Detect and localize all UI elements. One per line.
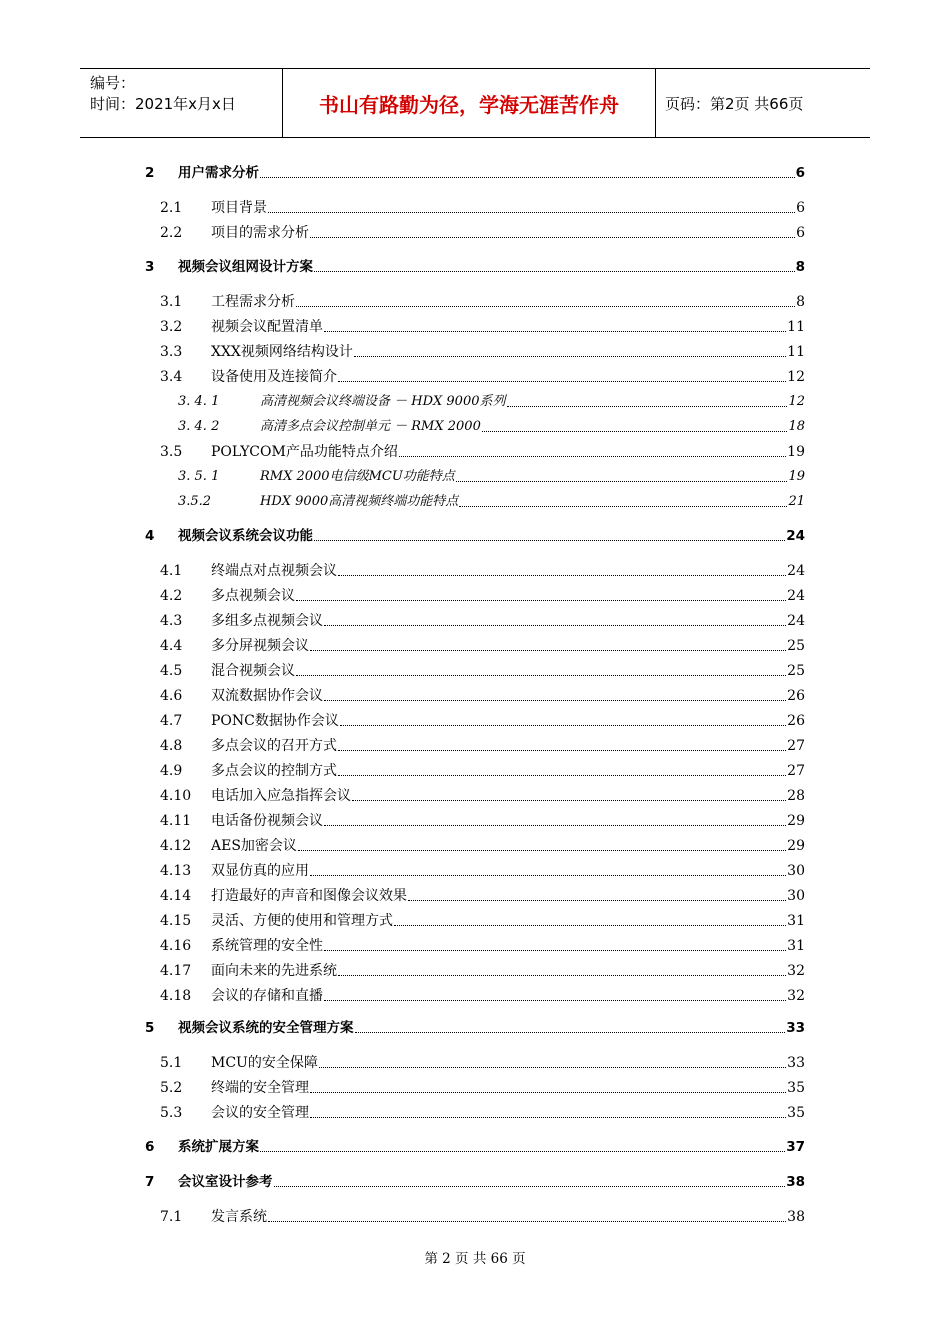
- toc-entry-number: 5.1: [160, 1055, 183, 1071]
- toc-entry-number: 4.10: [160, 788, 192, 804]
- toc-entry[interactable]: [145, 1015, 805, 1037]
- toc-entry-number: 2.2: [160, 225, 183, 241]
- toc-dot-leader: [310, 875, 786, 876]
- toc-entry-number: 4.7: [160, 713, 183, 729]
- toc-entry-number: 3.5.2: [178, 494, 212, 509]
- toc-entry-page: 32: [787, 963, 805, 979]
- toc-entry-number: 3.3: [160, 344, 183, 360]
- toc-entry-page: 37: [786, 1139, 805, 1155]
- toc-entry[interactable]: [145, 958, 805, 980]
- toc-entry-number: 5.3: [160, 1105, 183, 1121]
- toc-dot-leader: [310, 237, 795, 238]
- toc-dot-leader: [324, 950, 786, 951]
- toc-dot-leader: [340, 725, 786, 726]
- toc-entry[interactable]: [145, 883, 805, 905]
- toc-entry-number: 4.1: [160, 563, 183, 579]
- toc-entry-title: 多点会议的控制方式: [211, 763, 337, 779]
- toc-entry-number: 3. 4. 1: [178, 394, 220, 409]
- toc-entry[interactable]: [145, 195, 805, 217]
- toc-entry-number: 3.5: [160, 444, 183, 460]
- toc-entry-page: 8: [796, 294, 805, 310]
- toc-dot-leader: [338, 750, 786, 751]
- toc-dot-leader: [310, 650, 786, 651]
- toc-dot-leader: [319, 1067, 786, 1068]
- toc-entry-number: 4.16: [160, 938, 192, 954]
- toc-entry-page: 24: [786, 528, 805, 544]
- toc-entry-page: 26: [787, 688, 805, 704]
- toc-entry-number: 4: [145, 528, 155, 544]
- toc-entry-title: 视频会议配置清单: [211, 319, 323, 335]
- toc-entry-number: 3.1: [160, 294, 183, 310]
- toc-dot-leader: [296, 600, 786, 601]
- toc-entry-page: 31: [787, 913, 805, 929]
- toc-entry[interactable]: [145, 633, 805, 655]
- toc-entry-page: 25: [787, 663, 805, 679]
- toc-entry-number: 3. 5. 1: [178, 469, 220, 484]
- toc-entry[interactable]: [145, 1100, 805, 1122]
- toc-entry-page: 26: [787, 713, 805, 729]
- toc-entry-page: 27: [787, 763, 805, 779]
- toc-dot-leader: [298, 850, 786, 851]
- toc-entry-page: 35: [787, 1105, 805, 1121]
- toc-entry-title: 发言系统: [211, 1209, 267, 1225]
- toc-dot-leader: [459, 506, 787, 507]
- toc-entry-title: 系统管理的安全性: [211, 938, 323, 954]
- toc-entry[interactable]: [145, 1169, 805, 1191]
- toc-entry-title: HDX 9000高清视频终端功能特点: [260, 494, 459, 509]
- toc-entry-page: 12: [788, 394, 805, 409]
- toc-entry-title: XXX视频网络结构设计: [211, 344, 353, 360]
- toc-dot-leader: [355, 1032, 786, 1033]
- toc-dot-leader: [324, 331, 786, 332]
- toc-entry-title: 打造最好的声音和图像会议效果: [211, 888, 407, 904]
- toc-dot-leader: [324, 625, 786, 626]
- toc-entry-page: 38: [787, 1209, 805, 1225]
- toc-entry-title: 多点视频会议: [211, 588, 295, 604]
- toc-entry-title: 视频会议组网设计方案: [178, 259, 313, 275]
- toc-dot-leader: [310, 1092, 786, 1093]
- toc-entry-number: 4.6: [160, 688, 183, 704]
- toc-entry-page: 12: [787, 369, 805, 385]
- toc-entry[interactable]: [145, 1134, 805, 1156]
- toc-dot-leader: [310, 1117, 786, 1118]
- page-header: [80, 68, 870, 138]
- toc-entry-page: 24: [787, 588, 805, 604]
- toc-entry-number: 6: [145, 1139, 155, 1155]
- toc-entry-title: 多组多点视频会议: [211, 613, 323, 629]
- toc-entry[interactable]: [145, 558, 805, 580]
- toc-entry-title: AES加密会议: [211, 838, 297, 854]
- toc-entry-title: 多分屏视频会议: [211, 638, 309, 654]
- toc-entry-number: 7.1: [160, 1209, 183, 1225]
- toc-entry[interactable]: [145, 908, 805, 930]
- toc-entry[interactable]: [145, 220, 805, 242]
- toc-entry-page: 6: [796, 200, 805, 216]
- toc-entry[interactable]: [145, 1075, 805, 1097]
- toc-entry-number: 4.12: [160, 838, 192, 854]
- toc-dot-leader: [352, 800, 786, 801]
- toc-entry-page: 24: [787, 613, 805, 629]
- toc-dot-leader: [354, 356, 786, 357]
- toc-entry[interactable]: [145, 414, 805, 436]
- toc-entry-title: PONC数据协作会议: [211, 713, 339, 729]
- toc-entry-page: 31: [787, 938, 805, 954]
- toc-entry[interactable]: [145, 160, 805, 182]
- toc-entry[interactable]: [145, 608, 805, 630]
- toc-entry-page: 24: [787, 563, 805, 579]
- toc-entry-page: 38: [786, 1174, 805, 1190]
- toc-dot-leader: [260, 1151, 785, 1152]
- toc-entry-title: 项目的需求分析: [211, 225, 309, 241]
- toc-entry-title: 终端点对点视频会议: [211, 563, 337, 579]
- header-motto: 书山有路勤为径，学海无涯苦作舟: [283, 69, 656, 137]
- toc-dot-leader: [314, 540, 785, 541]
- toc-entry-title: 混合视频会议: [211, 663, 295, 679]
- toc-entry[interactable]: [145, 1050, 805, 1072]
- toc-dot-leader: [338, 381, 786, 382]
- toc-entry-title: 视频会议系统会议功能: [178, 528, 313, 544]
- page-footer: 第 2 页 共 66 页: [424, 1251, 526, 1267]
- toc-entry-page: 25: [787, 638, 805, 654]
- toc-entry[interactable]: [145, 339, 805, 361]
- toc-entry-number: 4.15: [160, 913, 192, 929]
- toc-dot-leader: [399, 456, 786, 457]
- toc-entry[interactable]: [145, 833, 805, 855]
- toc-entry-page: 32: [787, 988, 805, 1004]
- toc-entry[interactable]: [145, 1204, 805, 1226]
- toc-dot-leader: [338, 775, 786, 776]
- toc-entry[interactable]: [145, 254, 805, 276]
- toc-dot-leader: [274, 1186, 786, 1187]
- toc-entry[interactable]: [145, 364, 805, 386]
- toc-entry-title: 电话备份视频会议: [211, 813, 323, 829]
- toc-entry-number: 4.4: [160, 638, 183, 654]
- toc-dot-leader: [324, 1000, 786, 1001]
- toc-entry-title: 会议的安全管理: [211, 1105, 309, 1121]
- toc-entry-title: 双流数据协作会议: [211, 688, 323, 704]
- toc-entry[interactable]: [145, 858, 805, 880]
- toc-entry-number: 4.18: [160, 988, 192, 1004]
- toc-dot-leader: [268, 212, 795, 213]
- toc-entry-title: MCU的安全保障: [211, 1055, 318, 1071]
- toc-entry-number: 4.8: [160, 738, 183, 754]
- toc-entry-number: 4.11: [160, 813, 192, 829]
- toc-dot-leader: [268, 1221, 786, 1222]
- toc-entry-page: 6: [795, 165, 805, 181]
- toc-entry-page: 28: [787, 788, 805, 804]
- toc-entry-number: 4.3: [160, 613, 183, 629]
- toc-entry-number: 3: [145, 259, 155, 275]
- toc-dot-leader: [260, 177, 795, 178]
- toc-dot-leader: [482, 431, 788, 432]
- toc-entry-title: 终端的安全管理: [211, 1080, 309, 1096]
- toc-entry-page: 19: [787, 444, 805, 460]
- toc-entry-page: 6: [796, 225, 805, 241]
- toc-entry[interactable]: [145, 389, 805, 411]
- toc-dot-leader: [456, 481, 788, 482]
- toc-dot-leader: [324, 700, 786, 701]
- toc-entry-page: 8: [795, 259, 805, 275]
- toc-dot-leader: [507, 406, 788, 407]
- toc-dot-leader: [314, 271, 795, 272]
- toc-entry-number: 5: [145, 1020, 155, 1036]
- toc-entry-number: 4.13: [160, 863, 192, 879]
- toc-entry-number: 4.2: [160, 588, 183, 604]
- toc-entry-number: 7: [145, 1174, 155, 1190]
- toc-entry-title: POLYCOM产品功能特点介绍: [211, 444, 398, 460]
- toc-dot-leader: [324, 825, 786, 826]
- toc-entry[interactable]: [145, 489, 805, 511]
- toc-entry-page: 11: [787, 344, 805, 360]
- toc-entry-page: 27: [787, 738, 805, 754]
- toc-entry-title: RMX 2000电信级MCU功能特点: [260, 469, 455, 484]
- toc-entry-title: 会议室设计参考: [178, 1174, 273, 1190]
- toc-entry-title: 多点会议的召开方式: [211, 738, 337, 754]
- toc-entry[interactable]: [145, 523, 805, 545]
- toc-entry-page: 35: [787, 1080, 805, 1096]
- toc-entry-title: 设备使用及连接简介: [211, 369, 337, 385]
- toc-dot-leader: [394, 925, 786, 926]
- toc-entry[interactable]: [145, 783, 805, 805]
- toc-entry-page: 21: [788, 494, 805, 509]
- toc-entry[interactable]: [145, 583, 805, 605]
- toc-entry[interactable]: [145, 758, 805, 780]
- toc-entry-page: 18: [788, 419, 805, 434]
- toc-dot-leader: [296, 675, 786, 676]
- toc-entry-title: 面向未来的先进系统: [211, 963, 337, 979]
- toc-entry-page: 30: [787, 863, 805, 879]
- toc-entry[interactable]: [145, 289, 805, 311]
- toc-entry[interactable]: [145, 708, 805, 730]
- toc-entry[interactable]: [145, 808, 805, 830]
- toc-entry-number: 2: [145, 165, 155, 181]
- toc-entry-title: 会议的存储和直播: [211, 988, 323, 1004]
- toc-entry-page: 19: [788, 469, 805, 484]
- toc-entry[interactable]: [145, 933, 805, 955]
- toc-entry-page: 29: [787, 813, 805, 829]
- toc-entry-number: 3.2: [160, 319, 183, 335]
- toc-entry-number: 4.9: [160, 763, 183, 779]
- toc-entry-title: 视频会议系统的安全管理方案: [178, 1020, 354, 1036]
- time-label: 时间：2021年x月x日: [90, 95, 236, 113]
- toc-entry-number: 4.5: [160, 663, 183, 679]
- toc-entry[interactable]: [145, 733, 805, 755]
- toc-entry[interactable]: [145, 464, 805, 486]
- toc-dot-leader: [338, 975, 786, 976]
- toc-entry-number: 2.1: [160, 200, 183, 216]
- toc-entry-title: 灵活、方便的使用和管理方式: [211, 913, 393, 929]
- toc-entry-page: 30: [787, 888, 805, 904]
- toc-entry-number: 5.2: [160, 1080, 183, 1096]
- toc-entry-page: 33: [786, 1020, 805, 1036]
- toc-entry[interactable]: [145, 439, 805, 461]
- toc-entry-title: 电话加入应急指挥会议: [211, 788, 351, 804]
- toc-entry-title: 系统扩展方案: [178, 1139, 259, 1155]
- header-info-cell: [80, 69, 283, 137]
- toc-entry-page: 33: [787, 1055, 805, 1071]
- toc-entry-title: 双显仿真的应用: [211, 863, 309, 879]
- toc-dot-leader: [296, 306, 795, 307]
- header-page-info: 页码：第2页 共66页: [665, 94, 804, 113]
- toc-entry-title: 工程需求分析: [211, 294, 295, 310]
- code-label: 编号：: [90, 74, 136, 92]
- toc-entry[interactable]: [145, 683, 805, 705]
- toc-entry-number: 3. 4. 2: [178, 419, 220, 434]
- toc-dot-leader: [338, 575, 786, 576]
- toc-entry[interactable]: [145, 658, 805, 680]
- toc-entry-number: 3.4: [160, 369, 183, 385]
- toc-entry[interactable]: [145, 983, 805, 1005]
- toc-dot-leader: [408, 900, 786, 901]
- toc-entry-number: 4.14: [160, 888, 192, 904]
- toc-entry-page: 11: [787, 319, 805, 335]
- toc-entry-title: 项目背景: [211, 200, 267, 216]
- toc-entry-page: 29: [787, 838, 805, 854]
- toc-entry-title: 高清视频会议终端设备 － HDX 9000系列: [260, 394, 506, 409]
- toc-entry-number: 4.17: [160, 963, 192, 979]
- toc-entry-title: 高清多点会议控制单元 － RMX 2000: [260, 419, 481, 434]
- toc-entry[interactable]: [145, 314, 805, 336]
- toc-entry-title: 用户需求分析: [178, 165, 259, 181]
